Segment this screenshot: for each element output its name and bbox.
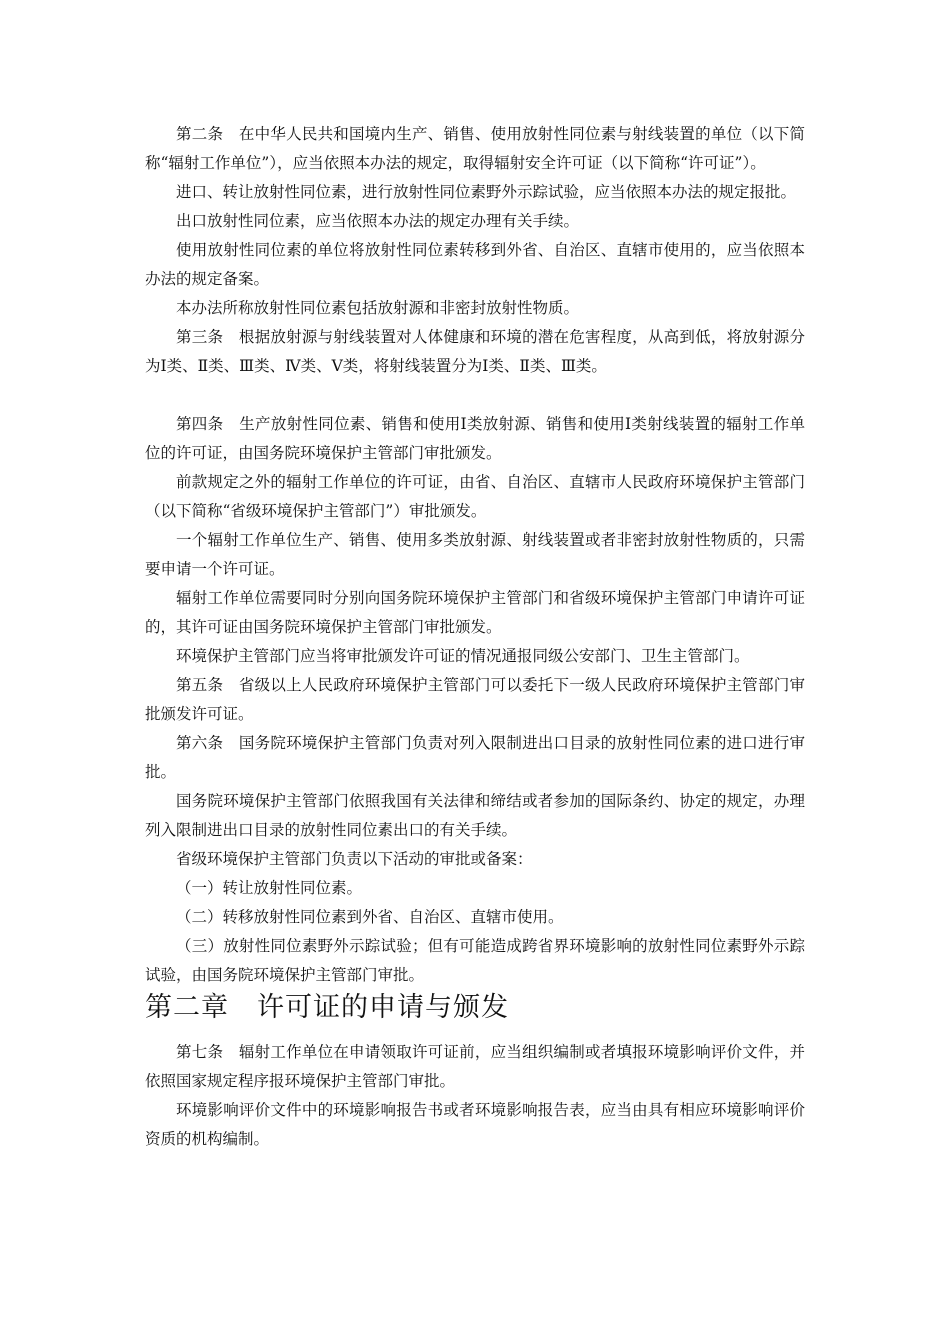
blank-line [145,381,805,410]
paragraph: 辐射工作单位需要同时分别向国务院环境保护主管部门和省级环境保护主管部门申请许可证的，其许可证由国务院环境保护主管部门审批颁发。 [145,589,805,636]
paragraph: 进口、转让放射性同位素，进行放射性同位素野外示踪试验，应当依照本办法的规定报批。 [176,183,797,201]
chapter-heading [145,990,805,1038]
chapter-number: 第二章 [145,992,229,1023]
list-item: （一）转让放射性同位素。 [176,879,363,897]
paragraph-article-5: 第五条 省级以上人民政府环境保护主管部门可以委托下一级人民政府环境保护主管部门审批颁发许可证。 [145,676,805,723]
paragraph-article-7: 第七条 辐射工作单位在申请领取许可证前，应当组织编制或者填报环境影响评价文件，并依照国家规定程序报环境保护主管部门审批。 [145,1043,805,1090]
paragraph: 环境保护主管部门应当将审批颁发许可证的情况通报同级公安部门、卫生主管部门。 [176,647,750,665]
paragraph-article-2: 第二条 在中华人民共和国境内生产、销售、使用放射性同位素与射线装置的单位（以下简称“辐射工作单位”），应当依照本办法的规定，取得辐射安全许可证（以下简称“许可证”）。 [145,125,805,172]
paragraph: 省级环境保护主管部门负责以下活动的审批或备案： [176,850,533,868]
paragraph: 环境影响评价文件中的环境影响报告书或者环境影响报告表，应当由具有相应环境影响评价资质的机构编制。 [145,1101,805,1148]
paragraph: 本办法所称放射性同位素包括放射源和非密封放射性物质。 [176,299,580,317]
paragraph-article-3: 第三条 根据放射源与射线装置对人体健康和环境的潜在危害程度，从高到低，将放射源分为Ⅰ类、Ⅱ类、Ⅲ类、Ⅳ类、Ⅴ类，将射线装置分为Ⅰ类、Ⅱ类、Ⅲ类。 [145,328,805,375]
paragraph: 出口放射性同位素，应当依照本办法的规定办理有关手续。 [176,212,580,230]
paragraph-article-6: 第六条 国务院环境保护主管部门负责对列入限制进出口目录的放射性同位素的进口进行审批。 [145,734,805,781]
paragraph: 国务院环境保护主管部门依照我国有关法律和缔结或者参加的国际条约、协定的规定，办理列入限制进出口目录的放射性同位素出口的有关手续。 [145,792,805,839]
paragraph: 一个辐射工作单位生产、销售、使用多类放射源、射线装置或者非密封放射性物质的，只需要申请一个许可证。 [145,531,805,578]
paragraph: 前款规定之外的辐射工作单位的许可证，由省、自治区、直辖市人民政府环境保护主管部门（以下简称“省级环境保护主管部门”）审批颁发。 [145,473,805,520]
paragraph: 使用放射性同位素的单位将放射性同位素转移到外省、自治区、直辖市使用的，应当依照本办法的规定备案。 [145,241,805,288]
document-body [145,120,805,1154]
paragraph-article-4: 第四条 生产放射性同位素、销售和使用Ⅰ类放射源、销售和使用Ⅰ类射线装置的辐射工作单位的许可证，由国务院环境保护主管部门审批颁发。 [145,415,805,462]
list-item: （三）放射性同位素野外示踪试验；但有可能造成跨省界环境影响的放射性同位素野外示踪试验，由国务院环境保护主管部门审批。 [145,937,805,984]
list-item: （二）转移放射性同位素到外省、自治区、直辖市使用。 [176,908,564,926]
chapter-title: 许可证的申请与颁发 [257,992,509,1023]
